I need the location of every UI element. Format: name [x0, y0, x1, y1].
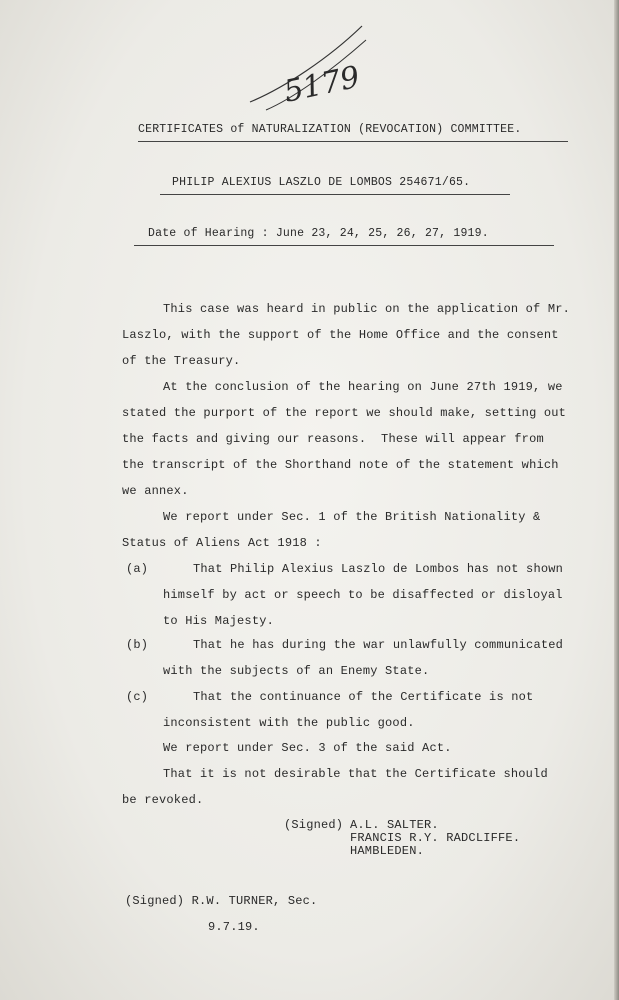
body-line: That the continuance of the Certificate is not	[193, 690, 534, 704]
body-line: This case was heard in public on the application of Mr.	[163, 302, 571, 316]
body-line: At the conclusion of the hearing on June 27th 1919, we	[163, 380, 563, 394]
body-line: of the Treasury.	[122, 354, 241, 368]
page-edge-shadow	[614, 0, 619, 1000]
annotation-number: 5179	[280, 59, 363, 110]
body-line: inconsistent with the public good.	[163, 716, 415, 730]
signatory-1: A.L. SALTER.	[350, 818, 439, 832]
body-line: Laszlo, with the support of the Home Office and the consent	[122, 328, 559, 342]
signatory-2: FRANCIS R.Y. RADCLIFFE.	[350, 831, 521, 845]
body-line: That he has during the war unlawfully communicated	[193, 638, 564, 652]
signatory-3: HAMBLEDEN.	[350, 844, 425, 858]
body-line: to His Majesty.	[163, 614, 275, 628]
body-line: the transcript of the Shorthand note of the statement which	[122, 458, 559, 472]
hearing-date: Date of Hearing : June 23, 24, 25, 26, 27, 1919.	[148, 227, 489, 240]
body-line: himself by act or speech to be disaffected or disloyal	[163, 588, 563, 602]
body-line: Status of Aliens Act 1918 :	[122, 536, 322, 550]
body-line: with the subjects of an Enemy State.	[163, 664, 430, 678]
body-line: We report under Sec. 3 of the said Act.	[163, 741, 452, 755]
handwritten-annotation	[244, 18, 374, 118]
body-line: We report under Sec. 1 of the British Nationality &	[163, 510, 541, 524]
case-name: PHILIP ALEXIUS LASZLO DE LOMBOS 254671/65.	[172, 176, 471, 189]
body-line: we annex.	[122, 484, 189, 498]
hearing-date-underline	[134, 245, 554, 246]
item-label-c: (c)	[126, 690, 149, 704]
body-line: That it is not desirable that the Certificate should	[163, 767, 548, 781]
case-name-underline	[160, 194, 510, 195]
committee-title-underline	[138, 141, 568, 142]
body-line: be revoked.	[122, 793, 204, 807]
signed-label: (Signed)	[284, 818, 344, 832]
committee-title: CERTIFICATES of NATURALIZATION (REVOCATION) COMMITTEE.	[138, 123, 522, 136]
item-label-a: (a)	[126, 562, 149, 576]
body-line: stated the purport of the report we should make, setting out	[122, 406, 567, 420]
signature-date: 9.7.19.	[208, 920, 260, 934]
secretary-signature: (Signed) R.W. TURNER, Sec.	[125, 894, 318, 908]
body-line: the facts and giving our reasons. These will appear from	[122, 432, 544, 446]
body-line: That Philip Alexius Laszlo de Lombos has not shown	[193, 562, 564, 576]
item-label-b: (b)	[126, 638, 149, 652]
